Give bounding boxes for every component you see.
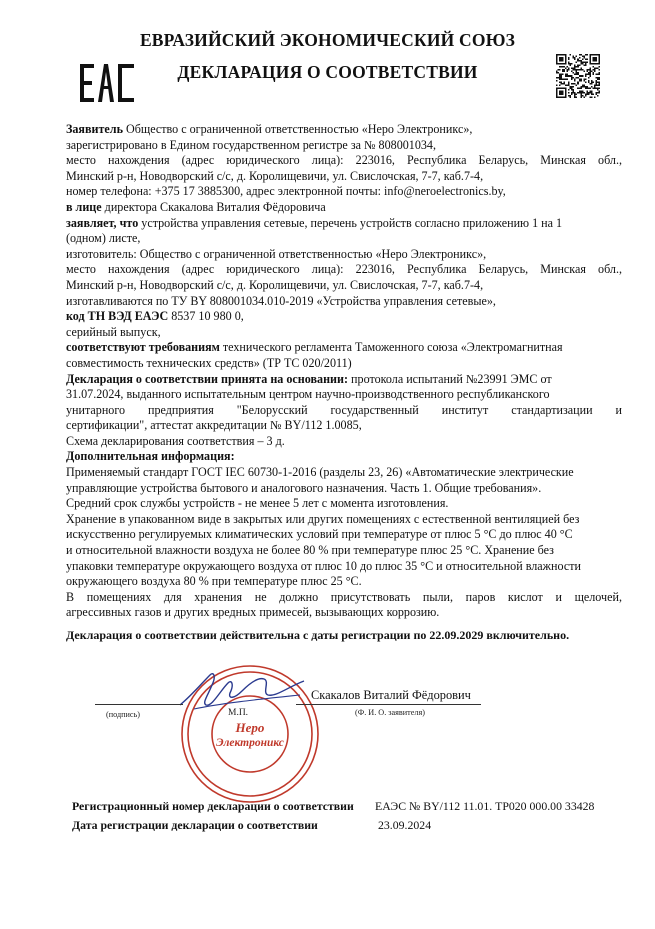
eac-logo-icon [78, 62, 138, 104]
additional-line: Применяемый стандарт ГОСТ IEC 60730-1-2016 (разделы 23, 26) «Автоматические электрические [66, 465, 574, 480]
additional-info-label: Дополнительная информация: [66, 449, 235, 464]
registration-date-value: 23.09.2024 [378, 818, 432, 832]
hs-code-value: 8537 10 980 0, [168, 309, 244, 324]
signer-name: Скакалов Виталий Фёдорович [311, 688, 471, 702]
additional-line: упаковки температуре окружающего воздуха от плюс 10 до плюс 35 °С и относительной влажности [66, 558, 581, 573]
basis-line: унитарного предприятия "Белорусский государственный институт стандартизации и [66, 402, 622, 417]
applicant-line: место нахождения (адрес юридического лица): 223016, Республика Беларусь, Минская обл., [66, 153, 622, 168]
hs-code-label: код ТН ВЭД ЕАЭС [66, 309, 169, 324]
additional-line: Средний срок службы устройств - не менее 5 лет с момента изготовления. [66, 496, 449, 511]
additional-line: искусственно регулируемых климатических условий при температуре от плюс 5 °С до плюс 40 °С [66, 527, 573, 542]
representative-label: в лице [66, 199, 102, 214]
registration-number-row [72, 799, 632, 814]
registration-number-value: ЕАЭС № BY/112 11.01. ТР020 000.00 33428 [375, 799, 595, 813]
declares-line: устройства управления сетевые, перечень устройств согласно приложению 1 на 1 [138, 215, 563, 230]
scheme-line: Схема декларирования соответствия – 3 д. [66, 433, 285, 448]
applicant-label: Заявитель [66, 122, 123, 136]
document-title: ДЕКЛАРАЦИЯ О СООТВЕТСТВИИ [177, 62, 478, 82]
additional-line: Хранение в упакованном виде в закрытых или других помещениях с естественной вентиляцией без [66, 511, 580, 526]
signature-line [95, 704, 183, 705]
applicant-line: номер телефона: +375 17 3885300, адрес электронной почты: info@neroelectronics.by, [66, 184, 506, 199]
serial-line: серийный выпуск, [66, 324, 161, 339]
registration-number-label: Регистрационный номер декларации о соответствии [72, 799, 354, 813]
manufacturer-line: место нахождения (адрес юридического лица): 223016, Республика Беларусь, Минская обл., [66, 262, 622, 277]
stamp-text-line: Неро [235, 720, 265, 735]
qr-code-icon [556, 54, 600, 98]
additional-line: и относительной влажности воздуха не более 80 % при температуре плюс 25 °С. Хранение без [66, 543, 554, 558]
compliance-line: совместимость технических средств» (ТР ТС 020/2011) [66, 355, 352, 370]
additional-line: В помещениях для хранения не должно присутствовать пыли, паров кислот и щелочей, [66, 589, 622, 604]
validity-statement: Декларация о соответствии действительна с даты регистрации по 22.09.2029 включительно. [66, 628, 570, 642]
name-line [296, 704, 481, 705]
name-caption: (Ф. И. О. заявителя) [355, 708, 425, 717]
stamp-text-line: Электроникс [216, 737, 284, 749]
basis-line: 31.07.2024, выданного испытательным центром научно-производственного республиканского [66, 387, 550, 402]
additional-line: окружающего воздуха 80 % при температуре плюс 25 °С. [66, 574, 362, 589]
applicant-line: Минский р-н, Новодворский с/с, д. Королищевичи, ул. Свислочская, 7-7, каб.7-4, [66, 168, 484, 183]
seal-caption: М.П. [228, 708, 249, 718]
signature-caption: (подпись) [106, 710, 140, 719]
declaration-body [66, 122, 622, 621]
basis-line: протокола испытаний №23991 ЭМС от [348, 371, 552, 386]
compliance-label: соответствуют требованиям [66, 340, 220, 355]
basis-line: сертификации", аттестат аккредитации № BY/112 1.0085, [66, 418, 362, 433]
registration-date-row [72, 818, 632, 833]
applicant-line: Общество с ограниченной ответственностью «Неро Электроникс», [122, 122, 473, 136]
union-title: ЕВРАЗИЙСКИЙ ЭКОНОМИЧЕСКИЙ СОЮЗ [139, 30, 516, 50]
compliance-line: технического регламента Таможенного союза «Электромагнитная [219, 340, 563, 355]
applicant-line: зарегистрировано в Едином государственном регистре за № 808001034, [66, 137, 437, 152]
declares-line: (одном) листе, [66, 231, 141, 246]
additional-line: управляющие устройства бытового и аналогового назначения. Часть 1. Общие требования». [66, 480, 542, 495]
registration-date-label: Дата регистрации декларации о соответствии [72, 818, 318, 832]
additional-line: агрессивных газов и других вредных примесей, вызывающих коррозию. [66, 605, 440, 620]
manufacturer-line: Минский р-н, Новодворский с/с, д. Королищевичи, ул. Свислочская, 7-7, каб.7-4, [66, 277, 484, 292]
declares-label: заявляет, что [66, 215, 139, 230]
manufacturer-line: изготавливаются по ТУ BY 808001034.010-2019 «Устройства управления сетевые», [66, 293, 496, 308]
representative-text: директора Скакалова Виталия Фёдоровича [101, 199, 326, 214]
manufacturer-line: изготовитель: Общество с ограниченной ответственностью «Неро Электроникс», [66, 246, 487, 261]
basis-label: Декларация о соответствии принята на основании: [66, 371, 349, 386]
